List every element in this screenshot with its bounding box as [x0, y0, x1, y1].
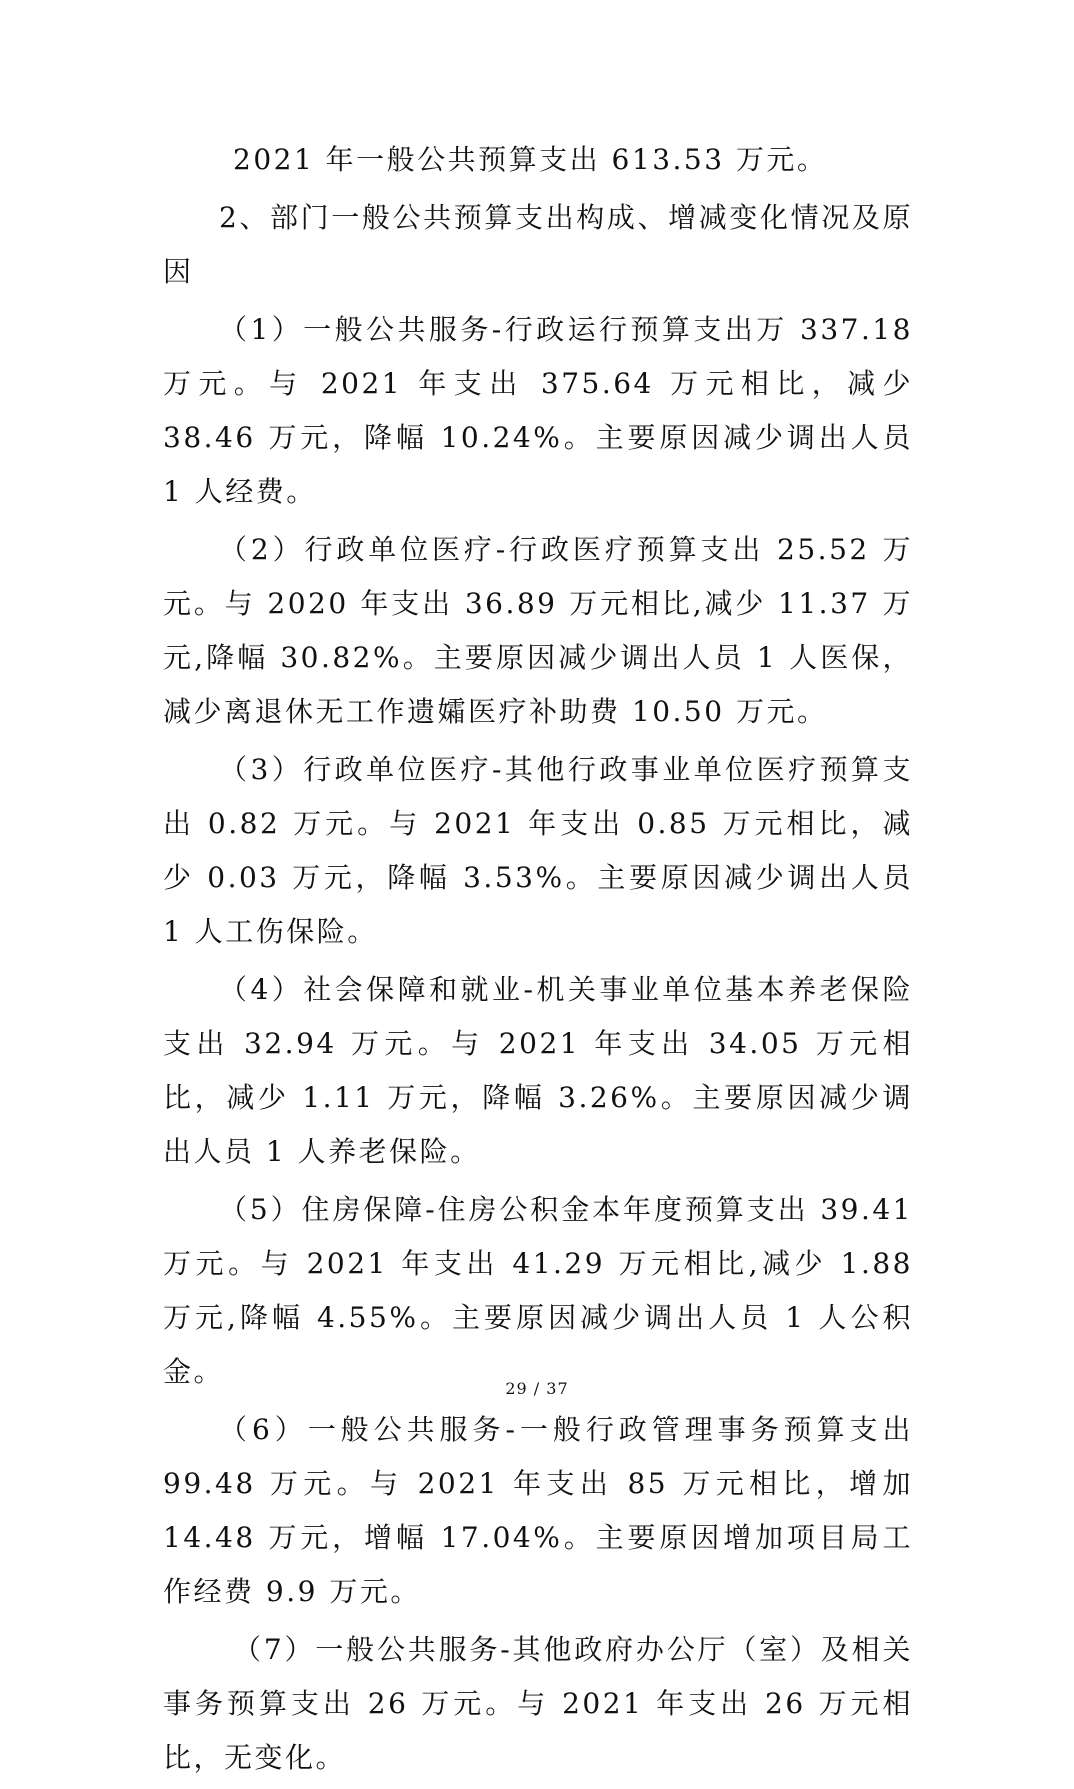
section-heading: 2、部门一般公共预算支出构成、增减变化情况及原因 [163, 201, 913, 288]
page-number: 29 / 37 [505, 1379, 569, 1398]
paragraph-item-1: （1）一般公共服务-行政运行预算支出万 337.18 万元。与 2021 年支出 375.64 万元相比，减少 38.46 万元，降幅 10.24%。主要原因减少调出人员 1 人经费。 [163, 313, 913, 508]
paragraph-item-3: （3）行政单位医疗-其他行政事业单位医疗预算支出 0.82 万元。与 2021 年支出 0.85 万元相比，减少 0.03 万元，降幅 3.53%。主要原因减少调出人员 1 人工伤保险。 [163, 753, 913, 948]
paragraph-total-expenditure: 2021 年一般公共预算支出 613.53 万元。 [233, 143, 828, 176]
paragraph-item-5: （5）住房保障-住房公积金本年度预算支出 39.41 万元。与 2021 年支出 41.29 万元相比,减少 1.88 万元,降幅 4.55%。主要原因减少调出人员 1 人公积金。 [163, 1193, 913, 1388]
paragraph-item-7: （7）一般公共服务-其他政府办公厅（室）及相关事务预算支出 26 万元。与 2021 年支出 26 万元相比，无变化。 [163, 1633, 913, 1774]
paragraph-item-4: （4）社会保障和就业-机关事业单位基本养老保险支出 32.94 万元。与 2021 年支出 34.05 万元相比，减少 1.11 万元，降幅 3.26%。主要原因减少调出人员 1 人养老保险。 [163, 973, 913, 1168]
paragraph-item-2: （2）行政单位医疗-行政医疗预算支出 25.52 万元。与 2020 年支出 36.89 万元相比,减少 11.37 万元,降幅 30.82%。主要原因减少调出人员 1 人医保，减少离退休无工作遗孀医疗补助费 10.50 万元。 [163, 533, 913, 728]
paragraph-item-6: （6）一般公共服务-一般行政管理事务预算支出 99.48 万元。与 2021 年支出 85 万元相比，增加 14.48 万元，增幅 17.04%。主要原因增加项目局工作经费 9.9 万元。 [163, 1413, 913, 1608]
document-body [163, 133, 913, 1789]
